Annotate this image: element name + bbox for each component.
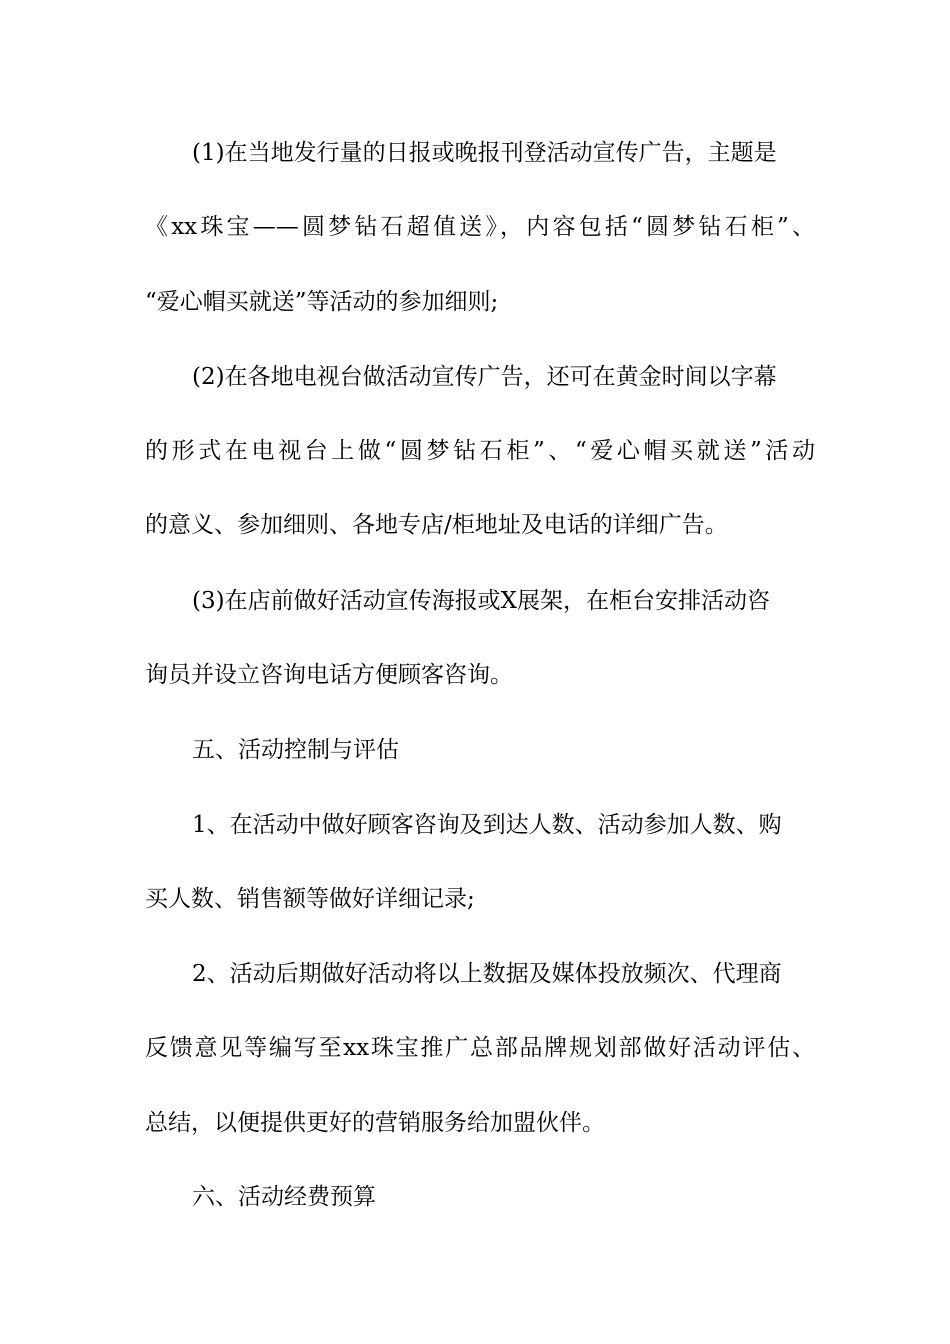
paragraph-1-line-3: “爱心帽买就送”等活动的参加细则; [145, 289, 499, 315]
section-heading-5: 五、活动控制与评估 [192, 737, 399, 763]
paragraph-4-line-2: 买人数、销售额等做好详细记录; [145, 886, 475, 912]
paragraph-4-line-1: 1、在活动中做好顾客咨询及到达人数、活动参加人数、购 [192, 812, 782, 838]
paragraph-5-line-3: 总结，以便提供更好的营销服务给加盟伙伴。 [145, 1110, 605, 1136]
paragraph-3-line-2: 询员并设立咨询电话方便顾客咨询。 [145, 662, 513, 688]
paragraph-5-line-1: 2、活动后期做好活动将以上数据及媒体投放频次、代理商 [192, 961, 782, 987]
paragraph-2-line-3: 的意义、参加细则、各地专店/柜地址及电话的详细广告。 [145, 512, 728, 538]
paragraph-1-line-1: (1)在当地发行量的日报或晚报刊登活动宣传广告，主题是 [192, 140, 777, 166]
paragraph-2-line-2: 的形式在电视台上做“圆梦钻石柜”、“爱心帽买就送”活动 [145, 438, 815, 464]
paragraph-5-line-2: 反馈意见等编写至xx珠宝推广总部品牌规划部做好活动评估、 [145, 1035, 815, 1061]
paragraph-2-line-1: (2)在各地电视台做活动宣传广告，还可在黄金时间以字幕 [192, 364, 777, 390]
section-heading-6: 六、活动经费预算 [192, 1184, 376, 1210]
paragraph-1-line-2: 《xx珠宝——圆梦钻石超值送》，内容包括“圆梦钻石柜”、 [145, 214, 815, 240]
paragraph-3-line-1: (3)在店前做好活动宣传海报或X展架，在柜台安排活动咨 [192, 588, 770, 614]
